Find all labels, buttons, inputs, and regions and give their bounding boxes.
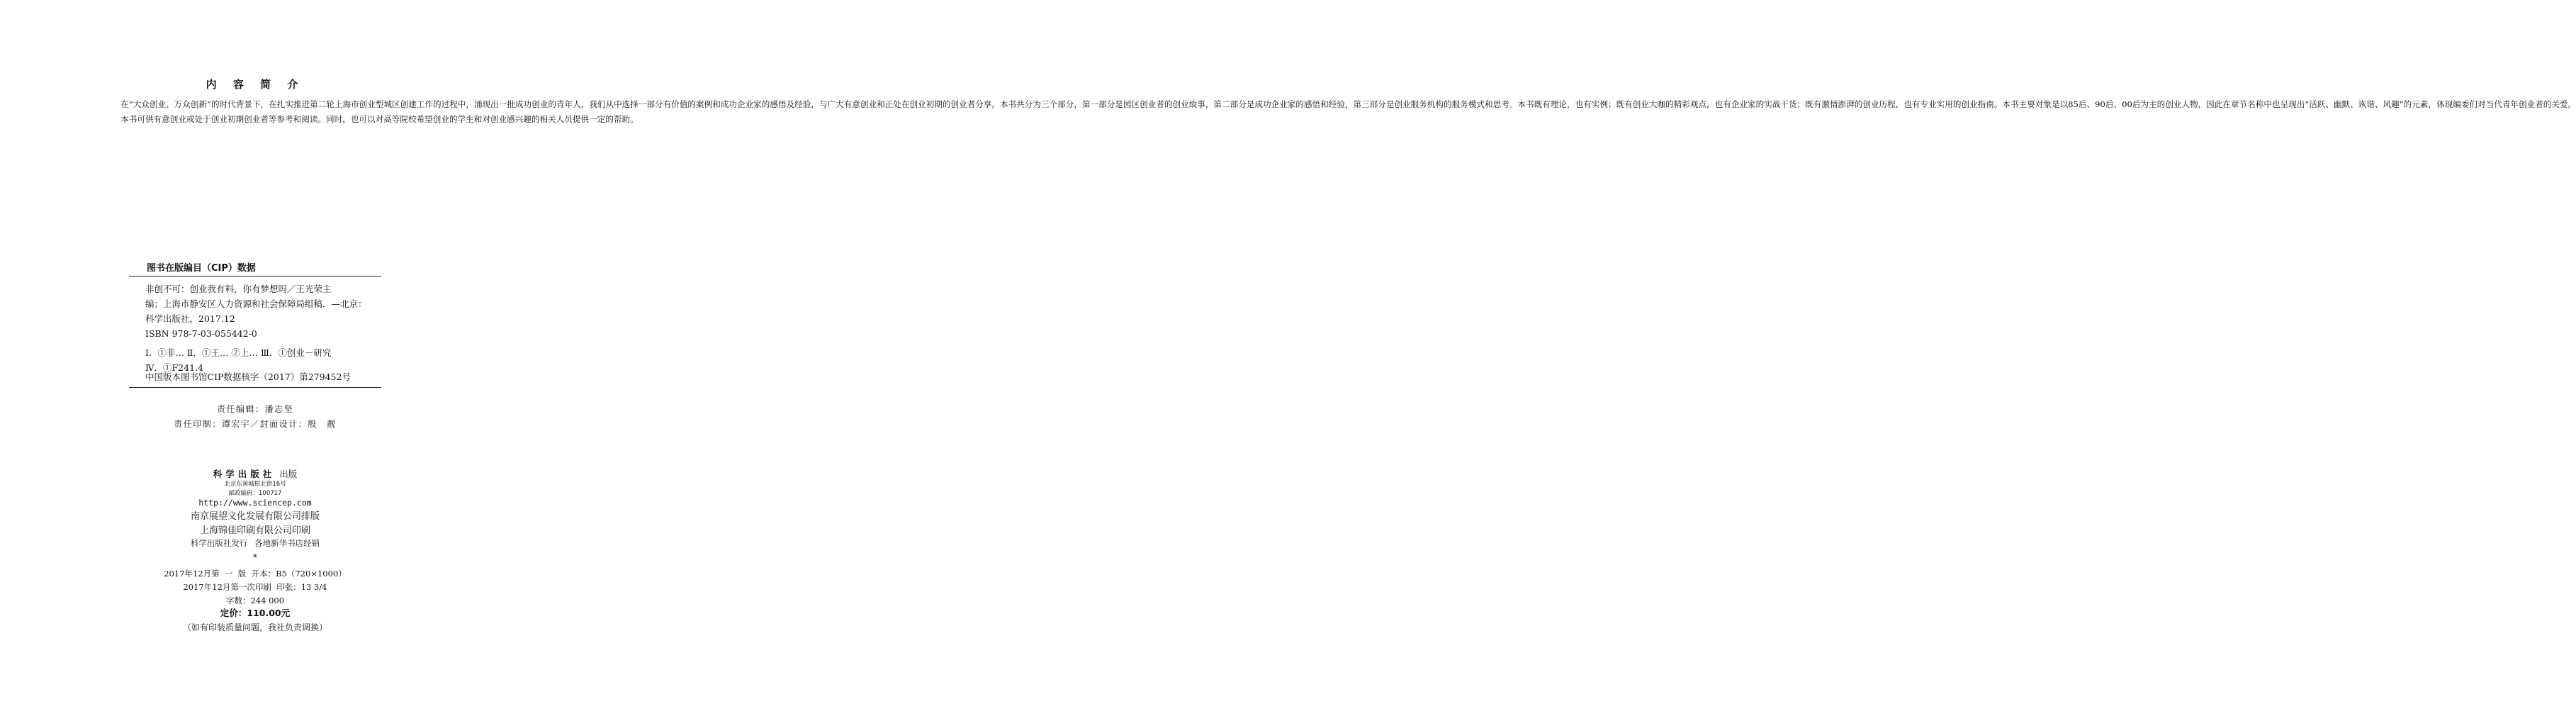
separator-star: *: [253, 552, 257, 562]
cip-line-2: 编；上海市静安区人力资源和社会保障局组稿．—北京：: [145, 298, 367, 309]
cip-bottom-rule: [129, 387, 381, 388]
page-title: 内 容 简 介: [206, 78, 305, 91]
cip-isbn: ISBN 978-7-03-055442-0: [145, 328, 257, 339]
publisher-url: http://www.sciencep.com: [198, 498, 312, 508]
publisher-name: 科学出版社: [213, 469, 276, 479]
cip-line-3: 科学出版社，2017.12: [145, 313, 235, 324]
cip-line-1: 非创不可：创业我有料，你有梦想吗／王光荣主: [145, 284, 332, 294]
summary-text: [104, 97, 2576, 126]
cip-number: 中国版本图书馆CIP数据核字（2017）第279452号: [145, 372, 351, 382]
price: 定价：110.00元: [220, 608, 291, 618]
cip-classification-1: Ⅰ．①非… Ⅱ．①王… ②上… Ⅲ．①创业－研究: [145, 347, 332, 358]
credits: [0, 402, 510, 432]
printers: [0, 510, 510, 538]
publisher-line: [0, 467, 510, 480]
printing-info: 2017年12月第一次印刷 印张：13 3/4: [183, 582, 327, 592]
publisher-address: 北京东黄城根北街16号: [224, 481, 286, 488]
summary-paragraph-1: 在“大众创业、万众创新”的时代背景下，在扎实推进第二轮上海市创业型城区创建工作的过程中，涌现出一批成功创业的青年人，我们从中选择一部分有价值的案例和成功企业家的感悟及经验，与广大有意创业和正处在创业初期的创业者分享。本书共分为三个部分，第一部分是园区创业者的创业故事，第二部分是成功企业家的感悟和经验，第三部分是创业服务机构的服务模式和思考。本书既有理论，也有实例；既有创业大咖的精彩观点，也有企业家的实战干货；既有激情澎湃的创业历程，也有专业实用的创业指南。本书主要对象是以85后、90后、00后为主的创业人物，因此在章节名称中也呈现出“活跃、幽默、诙谐、风趣”的元素，体现编委们对当代青年创业者的关爱。: [120, 99, 2576, 109]
quality-notice: （如有印装质量问题，我社负责调换）: [182, 623, 327, 632]
summary-paragraph-2: 本书可供有意创业或处于创业初期创业者等参考和阅读。同时，也可以对高等院校希望创业的学生和对创业感兴趣的相关人员提供一定的帮助。: [120, 113, 639, 124]
word-count: 字数：244 000: [225, 596, 285, 605]
publisher-postcode: 邮政编码：100717: [228, 490, 282, 497]
print-and-design-credits: 责任印制：谭宏宇／封面设计：殷 靓: [174, 419, 337, 429]
cip-top-rule: [129, 276, 381, 277]
edition-info: 2017年12月第 一 版 开本：B5（720×1000）: [164, 569, 347, 579]
typesetter: 南京展望文化发展有限公司排版: [190, 511, 320, 522]
book-specs: [0, 567, 510, 608]
publisher-suffix: 出版: [279, 469, 298, 479]
responsible-editor: 责任编辑：潘志坚: [216, 404, 293, 414]
printer: 上海锦佳印刷有限公司印刷: [199, 525, 310, 536]
cip-classification-2: Ⅳ．①F241.4: [145, 362, 203, 373]
distribution: 科学出版社发行 各地新华书店经销: [190, 538, 320, 548]
cip-record: [145, 281, 372, 375]
cip-heading: 图书在版编目（CIP）数据: [147, 263, 256, 274]
